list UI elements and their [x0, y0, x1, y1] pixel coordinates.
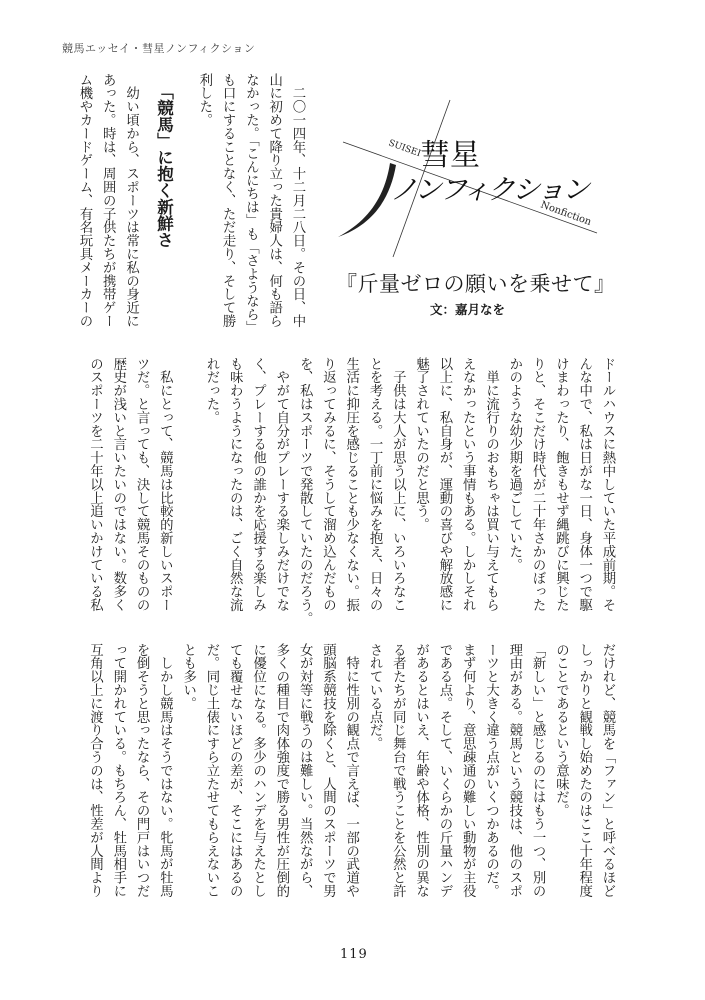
- text-column: り返ってみるに、そうして溜め込んだもの: [320, 357, 336, 612]
- text-column: る者たちが同じ舞台で戦うことを公然と許: [390, 643, 406, 898]
- page-number: 119: [340, 947, 368, 962]
- series-logo: [330, 95, 630, 265]
- text-column: 女が対等に戦うのは難しい。当然ながら、: [297, 643, 313, 898]
- text-column: 頭脳系競技を除くと、人間のスポーツで男: [320, 643, 336, 898]
- text-column: を倒そうと思ったなら、その門戸はいつだ: [134, 643, 150, 898]
- text-column: あった。時は、周囲の子供たちが携帯ゲー: [100, 73, 116, 328]
- text-column: りと、そこだけ時代が二十年さかのぼった: [530, 357, 546, 612]
- logo-katakana: ノンフィクション: [390, 173, 590, 206]
- text-column: だけれど、競馬を「ファン」と呼べるほど: [600, 643, 615, 898]
- article-subtitle: 『斤量ゼロの願いを乗せて』: [336, 272, 616, 296]
- text-column: も口にすることなく、ただ走り、そして勝: [220, 73, 236, 328]
- text-column: を、私はスポーツで発散していたのだろう。: [297, 357, 313, 625]
- text-column: ツだ。と言っても、決して競馬そのものの: [134, 357, 150, 612]
- text-column: ドールハウスに熱中していた平成前期。そ: [600, 357, 615, 612]
- text-column: 理由がある。競馬という競技は、他のスポ: [506, 643, 522, 898]
- text-column: されている点だ。: [367, 643, 383, 751]
- body-tier-top: [73, 73, 309, 335]
- text-column: だ。同じ土俵にすら立たせてもらえないこ: [203, 643, 219, 898]
- text-column: ム機やカードゲーム、有名玩具メーカーの: [76, 73, 92, 328]
- text-column: 特に性別の観点で言えば、一部の武道や: [343, 643, 359, 898]
- text-column: 単に流行りのおもちゃは買い与えてもら: [483, 357, 499, 612]
- text-column: れだった。: [203, 357, 219, 424]
- text-column: しかし競馬はそうではない。牝馬が牡馬: [157, 643, 173, 898]
- text-column: 子供は大人が思う以上に、いろいろなこ: [390, 357, 406, 612]
- body-tier-bottom: [83, 643, 619, 899]
- text-column: のことであるという意味だ。: [553, 643, 569, 818]
- text-column: があるとはいえ、年齢や体格、性別の異な: [413, 643, 429, 898]
- logo-kanji: 彗星: [420, 138, 480, 173]
- text-column: に優位になる。多少のハンデを与えたとし: [250, 643, 266, 898]
- text-column: 利した。: [196, 73, 212, 127]
- logo-swoosh: [338, 163, 396, 237]
- text-column: 「新しい」と感じるのにはもう一つ、別の: [530, 643, 546, 898]
- text-column: ーツと大きく違う点がいくつかあるのだ。: [483, 643, 499, 898]
- text-column: 魅了されていたのだと思う。: [413, 357, 429, 532]
- text-column: 生活に抑圧を感じることも少なくない。振: [343, 357, 359, 612]
- text-column: 私にとって、競馬は比較的新しいスポー: [157, 357, 173, 612]
- text-column: も味わうようになったのは、ごく自然な流: [227, 357, 243, 612]
- text-column: しっかりと観戦し始めたのはここ十年程度: [576, 643, 592, 898]
- text-column: かのような幼少期を過ごしていた。: [506, 357, 522, 572]
- text-column: である点。そして、いくらかの斤量ハンデ: [436, 643, 452, 898]
- text-column: 多くの種目で肉体強度で勝る男性が圧倒的: [273, 643, 289, 898]
- logo-english: Nonfiction: [538, 199, 593, 229]
- author-byline: 文：嘉月なを: [430, 302, 506, 317]
- text-column: けまわったり、飽きもせず縄跳びに興じた: [553, 357, 569, 612]
- text-column: えなかったという事情もある。しかしそれ: [460, 357, 476, 612]
- logo-romaji: SUISEI: [386, 138, 422, 160]
- text-column: [176, 357, 199, 613]
- text-column: ても覆せないほどの差が、そこにはあるの: [227, 643, 243, 898]
- text-column: とも多い。: [180, 643, 196, 710]
- section-heading: 「競馬」に抱く新鮮さ: [154, 83, 174, 248]
- text-column: く、プレーする他の誰かを応援する楽しみ: [250, 357, 266, 612]
- text-column: とを考える。一丁前に悩みを抱え、日々の: [367, 357, 383, 612]
- text-column: 以上に、私自身が、運動の喜びや解放感に: [436, 357, 452, 612]
- text-column: 幼い頃から、スポーツは常に私の身近に: [123, 73, 139, 328]
- text-column: 山に初めて降り立った貴婦人は、何も語ら: [266, 73, 282, 328]
- text-column: やがて自分がプレーする楽しみだけでな: [273, 357, 289, 612]
- text-column: 二〇一四年、十二月二八日。その日、中: [290, 73, 305, 328]
- text-column: まず何より、意思疎通の難しい動物が主役: [460, 643, 476, 898]
- text-column: なかった。「こんにちは」も「さようなら」: [243, 73, 259, 335]
- text-column: って開かれている。もちろん、牡馬相手に: [110, 643, 126, 898]
- text-column: 互角以上に渡り合うのは、性差が人間より: [87, 643, 103, 898]
- body-tier-middle: [83, 357, 619, 625]
- running-header: 競馬エッセイ・彗星ノンフィクション: [62, 42, 256, 55]
- text-column: んな中で、私は日がな一日、身体一つで駆: [576, 357, 592, 612]
- text-column: のスポーツを二十年以上追いかけている私: [87, 357, 103, 612]
- text-column: 歴史が浅いと言いたいのではない。数多く: [110, 357, 126, 612]
